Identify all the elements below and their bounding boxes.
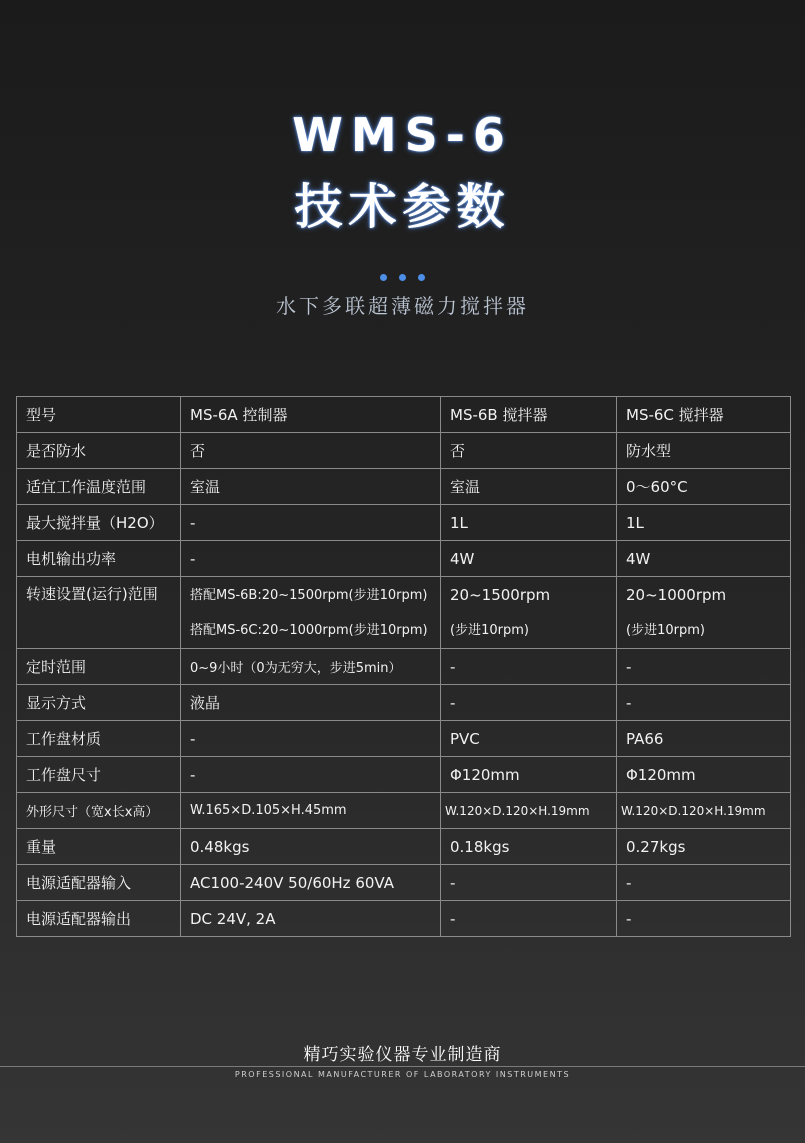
product-model-title: WMS-6: [292, 108, 513, 162]
spec-label: 适宜工作温度范围: [17, 469, 181, 505]
dot-icon: [418, 274, 425, 281]
table-row: [17, 505, 791, 541]
table-row: [17, 469, 791, 505]
spec-value-6c: -: [617, 865, 791, 901]
spec-label: 外形尺寸（宽x长x高）: [17, 793, 181, 829]
spec-value-6a: -: [181, 757, 441, 793]
spec-value-6c: -: [617, 649, 791, 685]
spec-value-6a: 0~9小时（0为无穷大，步进5min）: [181, 649, 441, 685]
spec-value-6c: 防水型: [617, 433, 791, 469]
spec-line: 20~1500rpm: [450, 585, 551, 604]
table-row: [17, 577, 791, 649]
spec-label: 定时范围: [17, 649, 181, 685]
spec-label: 电源适配器输出: [17, 901, 181, 937]
spec-value-6a: 室温: [181, 469, 441, 505]
dot-icon: [380, 274, 387, 281]
spec-value-6c: [617, 577, 791, 649]
decorative-dots: [0, 266, 805, 285]
footer-divider: [0, 1066, 805, 1067]
spec-value-6a: 否: [181, 433, 441, 469]
table-row: [17, 433, 791, 469]
spec-value-6b: [441, 577, 617, 649]
spec-label: 电源适配器输入: [17, 865, 181, 901]
table-row: [17, 685, 791, 721]
spec-line: (步进10rpm): [450, 622, 529, 638]
spec-value-6a: [181, 577, 441, 649]
spec-value-6b: -: [441, 685, 617, 721]
table-row: [17, 649, 791, 685]
spec-value-6c: W.120×D.120×H.19mm: [617, 793, 791, 829]
spec-label: 电机输出功率: [17, 541, 181, 577]
spec-value-6a: -: [181, 541, 441, 577]
footer-slogan-en: PROFESSIONAL MANUFACTURER OF LABORATORY INSTRUMENTS: [234, 1070, 571, 1079]
spec-value-6a: -: [181, 505, 441, 541]
spec-label: 转速设置(运行)范围: [17, 577, 181, 649]
spec-value-6c: 4W: [617, 541, 791, 577]
spec-value-6a: 液晶: [181, 685, 441, 721]
spec-value-6c: 1L: [617, 505, 791, 541]
table-row: [17, 541, 791, 577]
spec-value-6b: MS-6B 搅拌器: [441, 397, 617, 433]
spec-value-6c: Φ120mm: [617, 757, 791, 793]
spec-value-6b: 1L: [441, 505, 617, 541]
table-row: [17, 793, 791, 829]
spec-value-6a: 0.48kgs: [181, 829, 441, 865]
table-row: [17, 829, 791, 865]
spec-value-6c: -: [617, 901, 791, 937]
spec-value-6b: Φ120mm: [441, 757, 617, 793]
spec-value-6b: 0.18kgs: [441, 829, 617, 865]
table-row: [17, 757, 791, 793]
spec-value-6b: -: [441, 649, 617, 685]
spec-value-6c: 0.27kgs: [617, 829, 791, 865]
spec-value-6a: MS-6A 控制器: [181, 397, 441, 433]
spec-label: 工作盘材质: [17, 721, 181, 757]
spec-label: 是否防水: [17, 433, 181, 469]
spec-line: (步进10rpm): [626, 622, 705, 638]
spec-value-6b: -: [441, 865, 617, 901]
spec-value-6a: DC 24V, 2A: [181, 901, 441, 937]
spec-value-6b: 室温: [441, 469, 617, 505]
spec-value-6b: W.120×D.120×H.19mm: [441, 793, 617, 829]
spec-table: [16, 396, 791, 937]
dot-icon: [399, 274, 406, 281]
spec-value-6a: AC100-240V 50/60Hz 60VA: [181, 865, 441, 901]
spec-value-6c: -: [617, 685, 791, 721]
table-row: [17, 865, 791, 901]
spec-line: 搭配MS-6C:20~1000rpm(步进10rpm): [190, 622, 428, 638]
spec-label: 工作盘尺寸: [17, 757, 181, 793]
spec-value-6c: 0～60°C: [617, 469, 791, 505]
spec-value-6c: MS-6C 搅拌器: [617, 397, 791, 433]
spec-value-6b: 4W: [441, 541, 617, 577]
spec-label: 最大搅拌量（H2O）: [17, 505, 181, 541]
spec-label: 型号: [17, 397, 181, 433]
footer-slogan: 精巧实验仪器专业制造商: [303, 1045, 502, 1065]
product-subtitle: 水下多联超薄磁力搅拌器: [276, 294, 529, 318]
spec-value-6b: PVC: [441, 721, 617, 757]
spec-line: 20~1000rpm: [626, 585, 727, 604]
page-title: 技术参数: [294, 179, 511, 235]
spec-value-6b: 否: [441, 433, 617, 469]
spec-value-6b: -: [441, 901, 617, 937]
table-row: [17, 901, 791, 937]
spec-label: 重量: [17, 829, 181, 865]
spec-label: 显示方式: [17, 685, 181, 721]
spec-line: 搭配MS-6B:20~1500rpm(步进10rpm): [190, 587, 428, 603]
spec-value-6a: W.165×D.105×H.45mm: [181, 793, 441, 829]
table-row: [17, 397, 791, 433]
spec-value-6a: -: [181, 721, 441, 757]
spec-value-6c: PA66: [617, 721, 791, 757]
table-row: [17, 721, 791, 757]
